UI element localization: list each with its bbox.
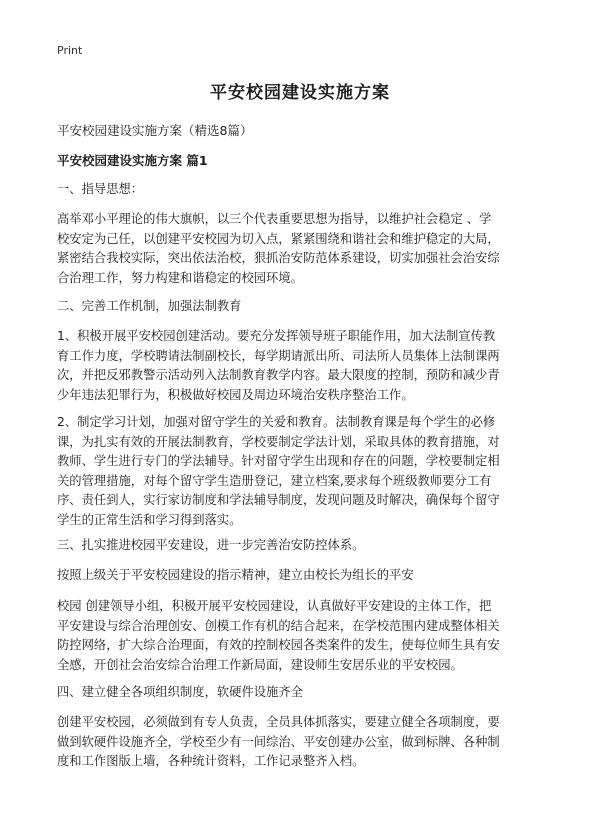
text-line: 校安定为己任，以创建平安校园为切入点，紧紧围绕和谐社会和维护稳定的大局， xyxy=(57,231,500,246)
page-title: 平安校园建设实施方案 xyxy=(210,83,390,103)
text-line: 按照上级关于平安校园建设的指示精神，建立由校长为组长的平安 xyxy=(57,568,414,582)
text-line: 教师、学生进行专门的学法辅导。针对留守学生出现和存在的问题，学校要制定相 xyxy=(57,454,500,468)
text-line: 学生的正常生活和学习得到落实。 xyxy=(57,512,242,527)
text-line: 三、扎实推进校园平安建设，进一步完善治安防控体系。 xyxy=(57,538,365,552)
text-line: 紧密结合我校实际，突出依法治校，狠抓治安防范体系建设，切实加强社会治安综 xyxy=(57,251,500,265)
text-line: 课，为扎实有效的开展法制教育，学校要制定学法计划，采取具体的教育措施，对 xyxy=(57,434,500,449)
paragraph-section-three-heading xyxy=(57,536,547,556)
text-line: 少年违法犯罪行为，积极做好校园及周边环境治安秩序整治工作。 xyxy=(57,387,414,402)
paragraph-section-three-body xyxy=(57,597,547,675)
text-line: 四、建立健全各项组织制度，软硬件设施齐全 xyxy=(57,685,303,699)
text-line: 防控网络，扩大综合治理面，有效的控制校园各类案件的发生，使每位师生具有安 xyxy=(57,638,500,652)
print-label[interactable]: Print xyxy=(57,44,83,57)
paragraph-section-four-heading xyxy=(57,683,547,703)
text-line: 合治理工作，努力构建和谐稳定的校园环境。 xyxy=(57,270,303,285)
paragraph-guiding-thought-heading xyxy=(57,180,547,200)
text-line: 2、制定学习计划，加强对留守学生的关爱和教育。法制教育课是每个学生的必修 xyxy=(57,415,496,429)
paragraph-section-two-heading xyxy=(57,297,547,317)
text-line: 次，并把反邪教警示活动列入法制教育教学内容。最大限度的控制，预防和减少青 xyxy=(57,368,500,382)
text-line: 度和工作图版上墙，各种统计资料，工作记录整齐入档。 xyxy=(57,754,365,768)
document-subtitle: 平安校园建设实施方案（精选8篇） xyxy=(57,123,253,138)
section-heading: 平安校园建设实施方案 篇1 xyxy=(57,153,208,168)
paragraph-item-1 xyxy=(57,327,547,405)
text-line: 序、责任到人，实行家访制度和学法辅导制度，发现问题及时解决，确保每个留守 xyxy=(57,493,500,507)
text-line: 全感，开创社会治安综合治理工作新局面，建设师生安居乐业的平安校园。 xyxy=(57,657,463,672)
text-line: 育工作力度，学校聘请法制副校长，每学期请派出所、司法所人员集体上法制课两 xyxy=(57,348,500,363)
paragraph-section-four-body xyxy=(57,713,547,772)
paragraph-guiding-thought xyxy=(57,210,547,288)
text-line: 校园 创建领导小组，积极开展平安校园建设，认真做好平安建设的主体工作，把 xyxy=(57,599,492,613)
text-line: 关的管理措施，对每个留守学生造册登记，建立档案,要求每个班级教师要分工有 xyxy=(57,473,492,488)
text-line: 二、完善工作机制，加强法制教育 xyxy=(57,299,242,313)
text-line: 平安建设与综合治理创安、创模工作有机的结合起来，在学校范围内建成整体相关 xyxy=(57,618,500,633)
text-line: 一、指导思想： xyxy=(57,182,144,196)
paragraph-section-three-intro xyxy=(57,566,547,586)
text-line: 1、积极开展平安校园创建活动。要充分发挥领导班子职能作用，加大法制宣传教 xyxy=(57,329,496,343)
paragraph-item-2 xyxy=(57,413,547,530)
text-line: 创建平安校园，必须做到有专人负责，全员具体抓落实，要建立健全各项制度，要 xyxy=(57,715,500,729)
text-line: 做到软硬件设施齐全，学校至少有一间综治、平安创建办公室，做到标牌、各种制 xyxy=(57,734,500,749)
text-line: 高举邓小平理论的伟大旗帜，以三个代表重要思想为指导，以维护社会稳定 、学 xyxy=(57,212,492,226)
